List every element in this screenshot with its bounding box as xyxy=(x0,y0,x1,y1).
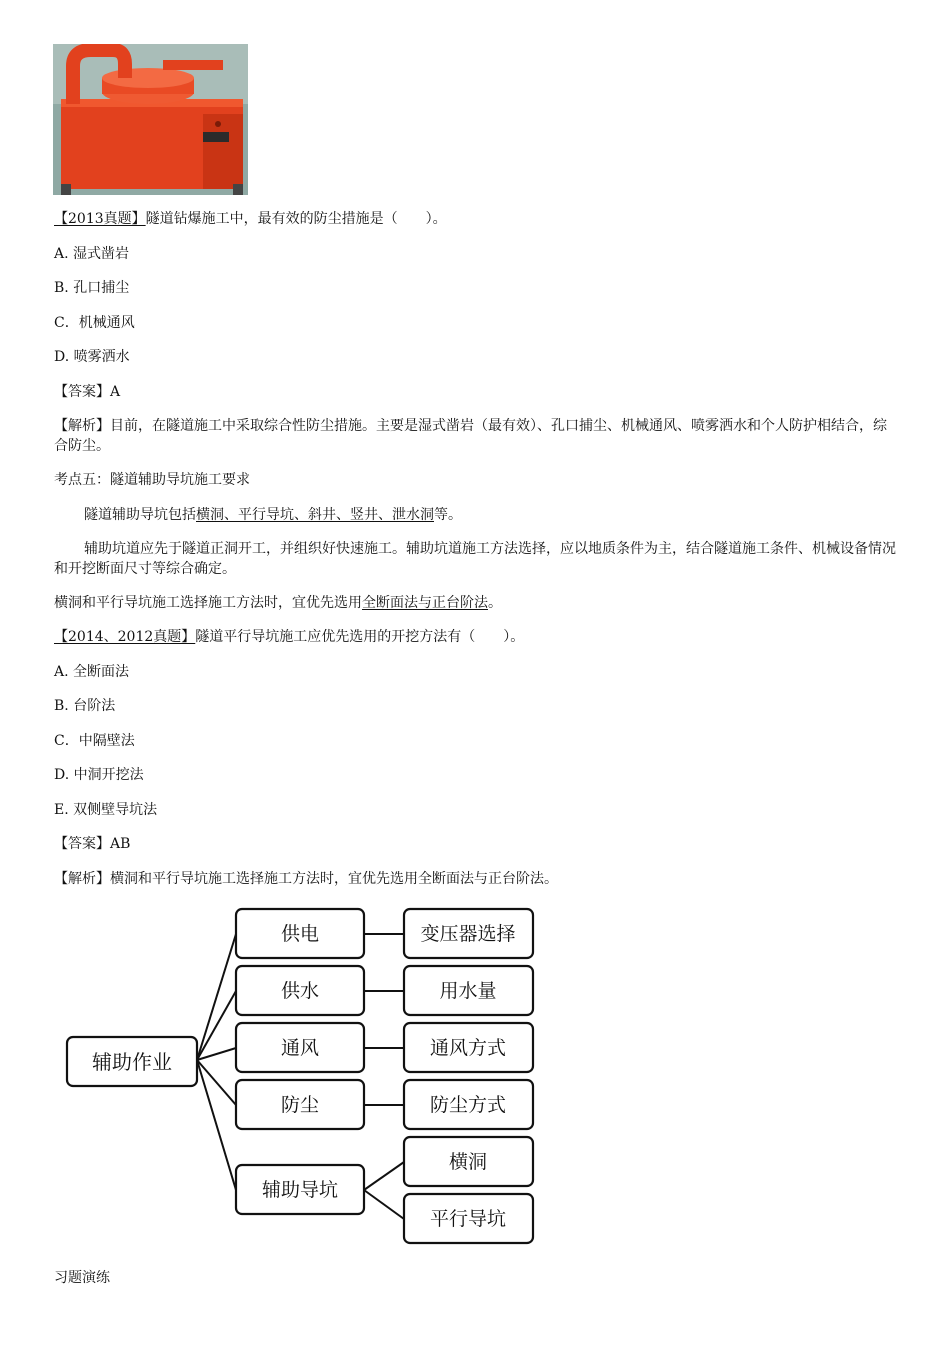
para-3-post: 。 xyxy=(488,595,502,611)
q1-option-a: A. 湿式凿岩 xyxy=(54,246,130,262)
leaf-label-dust-method: 防尘方式 xyxy=(429,1094,507,1116)
q1-tag: 【2013真题】 xyxy=(54,211,146,227)
q1-option-d: D. 喷雾洒水 xyxy=(54,349,130,365)
leaf-label-transformer: 变压器选择 xyxy=(420,923,516,945)
q2-option-d: D. 中洞开挖法 xyxy=(54,767,144,783)
section-para-2: 辅助坑道应先于隧道正洞开工，并组织好快速施工。辅助坑道施工方法选择，应以地质条件为主，结合隧道施工条件、机械设备情况和开挖断面尺寸等综合确定。 xyxy=(54,541,896,577)
root-label: 辅助作业 xyxy=(92,1050,172,1074)
q1-analysis: 【解析】目前，在隧道施工中采取综合性防尘措施。主要是湿式凿岩（最有效）、孔口捕尘、机械通风、喷雾洒水和个人防护相结合，综合防尘。 xyxy=(54,418,887,454)
q1-option-b: B. 孔口捕尘 xyxy=(54,280,130,296)
leaf-label-cross-adit: 横洞 xyxy=(448,1151,488,1173)
branch-label-water: 供水 xyxy=(280,980,320,1002)
connector-root-power xyxy=(197,934,236,1060)
branch-label-power: 供电 xyxy=(280,923,320,945)
para-3-pre: 横洞和平行导坑施工选择施工方法时，宜优先选用 xyxy=(54,595,362,611)
q1-option-c: C．机械通风 xyxy=(54,315,135,331)
q2-option-b: B. 台阶法 xyxy=(54,698,116,714)
leaf-label-ventilation-method: 通风方式 xyxy=(429,1037,507,1059)
para-1-underlined: 横洞、平行导坑、斜井、竖井、泄水洞 xyxy=(196,507,434,523)
leaf-label-parallel-heading: 平行导坑 xyxy=(429,1208,507,1230)
leaf-label-water-amount: 用水量 xyxy=(439,980,497,1002)
q1-answer: 【答案】A xyxy=(54,384,121,400)
connector-pilot-parallel xyxy=(364,1190,404,1219)
para-1-pre: 隧道辅助导坑包括 xyxy=(84,507,196,523)
exercise-heading: 习题演练 xyxy=(54,1270,110,1286)
q2-option-c: C．中隔壁法 xyxy=(54,733,135,749)
q2-option-e: E. 双侧壁导坑法 xyxy=(54,802,158,818)
q2-analysis: 【解析】横洞和平行导坑施工选择施工方法时，宜优先选用全断面法与正台阶法。 xyxy=(54,871,558,887)
section-title: 考点五：隧道辅助导坑施工要求 xyxy=(54,472,250,488)
q1-stem-text: 隧道钻爆施工中，最有效的防尘措施是（ ）。 xyxy=(145,211,447,227)
para-3-underlined: 全断面法与正台阶法 xyxy=(362,595,488,611)
connector-root-pilot xyxy=(197,1060,236,1190)
branch-label-pilot: 辅助导坑 xyxy=(261,1179,339,1201)
connector-pilot-cross xyxy=(364,1162,404,1190)
branch-label-ventilation: 通风 xyxy=(280,1037,320,1059)
q2-stem-text: 隧道平行导坑施工应优先选用的开挖方法有（ ）。 xyxy=(195,629,525,645)
q2-tag: 【2014、2012真题】 xyxy=(54,629,196,645)
para-1-post: 等。 xyxy=(434,507,462,523)
branch-label-dust: 防尘 xyxy=(280,1094,320,1116)
q2-option-a: A. 全断面法 xyxy=(54,664,130,680)
q2-answer: 【答案】AB xyxy=(54,836,131,852)
